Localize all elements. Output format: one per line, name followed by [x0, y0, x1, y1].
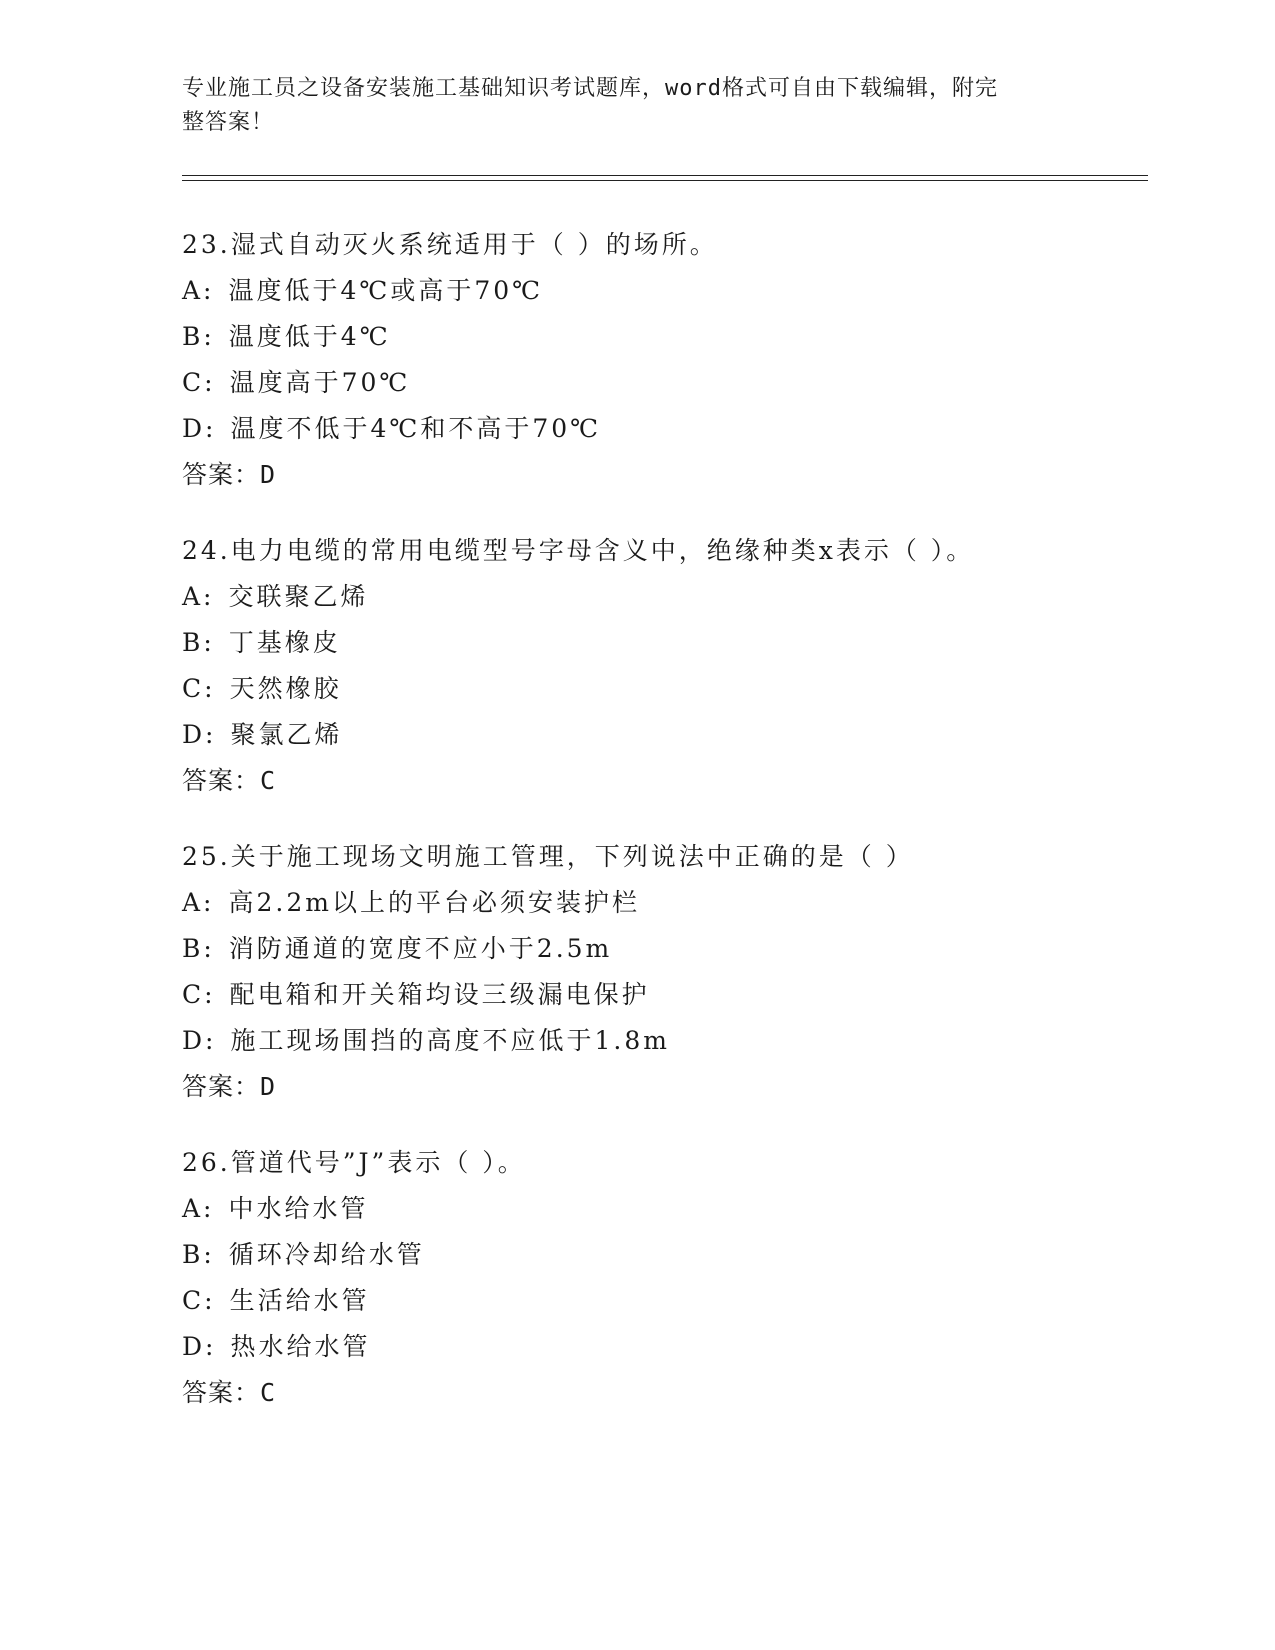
option-letter: A: [182, 582, 215, 611]
option-c [182, 666, 1142, 712]
option-text: 温度高于70℃ [229, 368, 411, 397]
header-divider-bottom [182, 180, 1148, 181]
option-a [182, 574, 1142, 620]
option-letter: C: [182, 368, 216, 397]
option-text: 温度低于4℃或高于70℃ [228, 276, 544, 305]
answer-label: 答案： [182, 766, 261, 795]
option-a [182, 268, 1142, 314]
option-text: 循环冷却给水管 [228, 1240, 425, 1269]
option-d [182, 1018, 1142, 1064]
question-26 [182, 1140, 1142, 1416]
option-text: 温度不低于4℃和不高于70℃ [230, 414, 602, 443]
option-letter: B: [182, 322, 215, 351]
option-a [182, 1186, 1142, 1232]
option-letter: C: [182, 674, 216, 703]
answer-label: 答案： [182, 1072, 261, 1101]
option-letter: C: [182, 980, 216, 1009]
option-b [182, 314, 1142, 360]
option-b [182, 1232, 1142, 1278]
question-stem: 24.电力电缆的常用电缆型号字母含义中，绝缘种类x表示（ ）。 [182, 536, 975, 565]
option-text: 高2.2m以上的平台必须安装护栏 [228, 888, 640, 917]
answer-value: C [260, 1378, 277, 1407]
option-letter: A: [182, 888, 215, 917]
option-letter: D: [182, 1332, 217, 1361]
header-line-2: 整答案！ [182, 110, 275, 135]
document-header [182, 72, 1082, 140]
option-text: 施工现场围挡的高度不应低于1.8m [230, 1026, 670, 1055]
option-c [182, 972, 1142, 1018]
question-stem: 26.管道代号”J”表示（ ）。 [182, 1148, 526, 1177]
answer-label: 答案： [182, 460, 261, 489]
option-d [182, 712, 1142, 758]
header-divider-top [182, 175, 1148, 176]
option-letter: B: [182, 628, 215, 657]
option-c [182, 360, 1142, 406]
answer-line [182, 758, 1142, 804]
option-text: 丁基橡皮 [228, 628, 341, 657]
answer-value: D [260, 1072, 277, 1101]
question-25 [182, 834, 1142, 1110]
option-text: 生活给水管 [229, 1286, 370, 1315]
answer-value: C [260, 766, 277, 795]
answer-label: 答案： [182, 1378, 261, 1407]
option-text: 中水给水管 [228, 1194, 369, 1223]
answer-line [182, 1064, 1142, 1110]
option-text: 交联聚乙烯 [228, 582, 369, 611]
option-letter: D: [182, 414, 217, 443]
option-text: 消防通道的宽度不应小于2.5m [228, 934, 613, 963]
option-letter: D: [182, 1026, 217, 1055]
option-letter: A: [182, 1194, 215, 1223]
question-23 [182, 222, 1142, 498]
option-b [182, 620, 1142, 666]
option-d [182, 1324, 1142, 1370]
answer-line [182, 452, 1142, 498]
option-letter: B: [182, 1240, 215, 1269]
question-stem: 25.关于施工现场文明施工管理，下列说法中正确的是（ ） [182, 842, 914, 871]
header-line-1: 专业施工员之设备安装施工基础知识考试题库，word格式可自由下载编辑，附完 [182, 76, 998, 101]
option-b [182, 926, 1142, 972]
question-stem: 23.湿式自动灭火系统适用于（ ）的场所。 [182, 230, 718, 259]
option-d [182, 406, 1142, 452]
question-24 [182, 528, 1142, 804]
option-letter: A: [182, 276, 215, 305]
option-letter: B: [182, 934, 215, 963]
option-text: 配电箱和开关箱均设三级漏电保护 [229, 980, 650, 1009]
option-text: 温度低于4℃ [228, 322, 391, 351]
option-letter: C: [182, 1286, 216, 1315]
option-text: 天然橡胶 [229, 674, 342, 703]
option-c [182, 1278, 1142, 1324]
option-text: 聚氯乙烯 [230, 720, 343, 749]
answer-line [182, 1370, 1142, 1416]
option-a [182, 880, 1142, 926]
answer-value: D [260, 460, 277, 489]
option-text: 热水给水管 [230, 1332, 371, 1361]
option-letter: D: [182, 720, 217, 749]
